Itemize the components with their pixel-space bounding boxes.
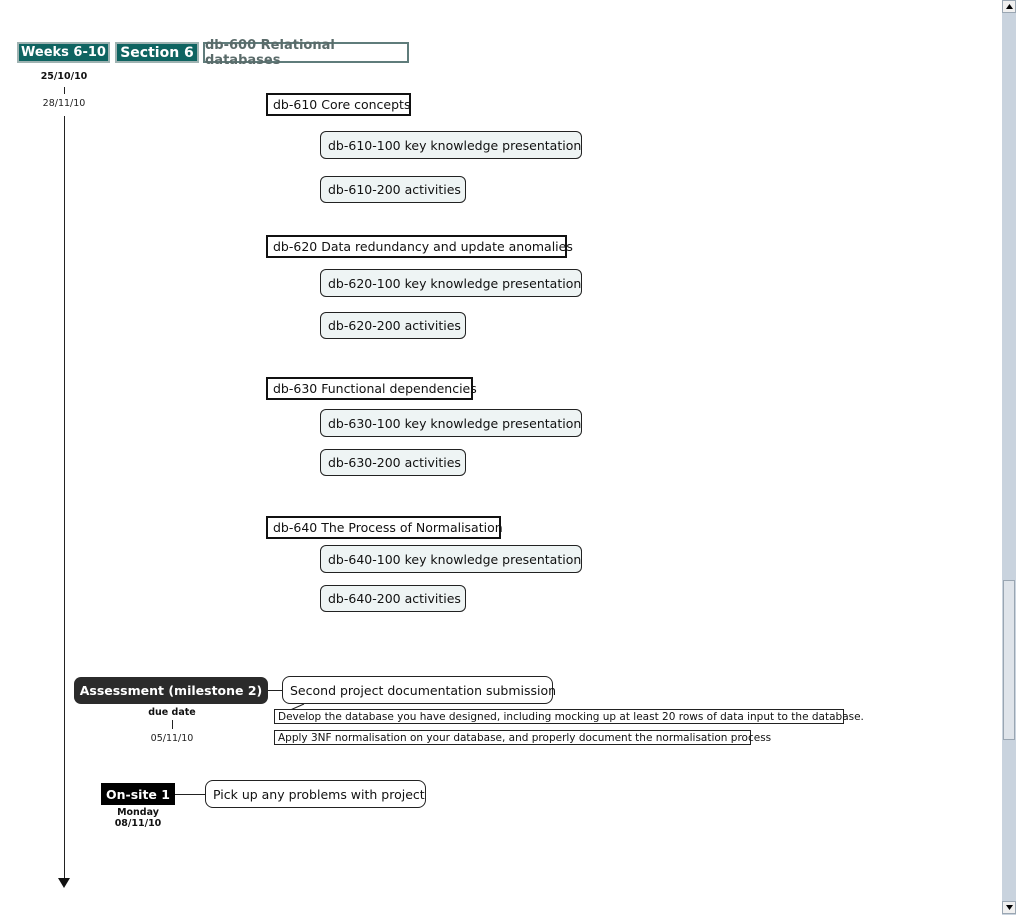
assessment-due-tick [172,720,173,729]
timeline-arrow-icon [58,878,71,889]
topic-item-db-630-100[interactable]: db-630-100 key knowledge presentation [320,409,582,437]
assessment-note-1: Develop the database you have designed, including mocking up at least 20 rows of data input to the database. [274,709,844,724]
module-title: db-600 Relational databases [203,42,409,63]
assessment-connector [268,690,282,691]
section-label: Section 6 [115,42,199,63]
topic-item-db-610-100[interactable]: db-610-100 key knowledge presentation [320,131,582,159]
onsite-connector [175,794,205,795]
topic-item-db-630-200[interactable]: db-630-200 activities [320,449,466,476]
assessment-milestone-2[interactable]: Assessment (milestone 2) [74,677,268,704]
topic-db-620[interactable]: db-620 Data redundancy and update anomalies [266,235,567,258]
arrow-up-icon [1006,4,1013,9]
assessment-due-label: due date [148,707,196,718]
vertical-scrollbar[interactable] [1002,0,1016,915]
scroll-up-button[interactable] [1002,0,1016,13]
topic-db-640[interactable]: db-640 The Process of Normalisation [266,516,501,539]
weeks-label: Weeks 6-10 [17,42,110,63]
timeline-line [64,116,65,879]
topic-item-db-640-200[interactable]: db-640-200 activities [320,585,466,612]
arrow-down-icon [1006,905,1013,910]
onsite-day: Monday [117,807,159,818]
topic-item-db-620-100[interactable]: db-620-100 key knowledge presentation [320,269,582,297]
assessment-due-date: 05/11/10 [150,733,194,744]
assessment-note-2: Apply 3NF normalisation on your database, and properly document the normalisation process [274,730,751,745]
onsite-date: 08/11/10 [114,818,162,829]
timeline-tick [64,87,65,94]
assessment-title[interactable]: Second project documentation submission [282,676,553,704]
topic-item-db-620-200[interactable]: db-620-200 activities [320,312,466,339]
topic-item-db-610-200[interactable]: db-610-200 activities [320,176,466,203]
scroll-down-button[interactable] [1002,901,1016,914]
topic-db-610[interactable]: db-610 Core concepts [266,93,411,116]
topic-item-db-640-100[interactable]: db-640-100 key knowledge presentation [320,545,582,573]
timeline-end-date: 28/11/10 [42,98,86,109]
scrollbar-thumb[interactable] [1003,580,1015,740]
onsite-label[interactable]: On-site 1 [101,783,175,805]
onsite-description[interactable]: Pick up any problems with project [205,780,426,808]
topic-db-630[interactable]: db-630 Functional dependencies [266,377,473,400]
timeline-start-date: 25/10/10 [40,71,88,82]
